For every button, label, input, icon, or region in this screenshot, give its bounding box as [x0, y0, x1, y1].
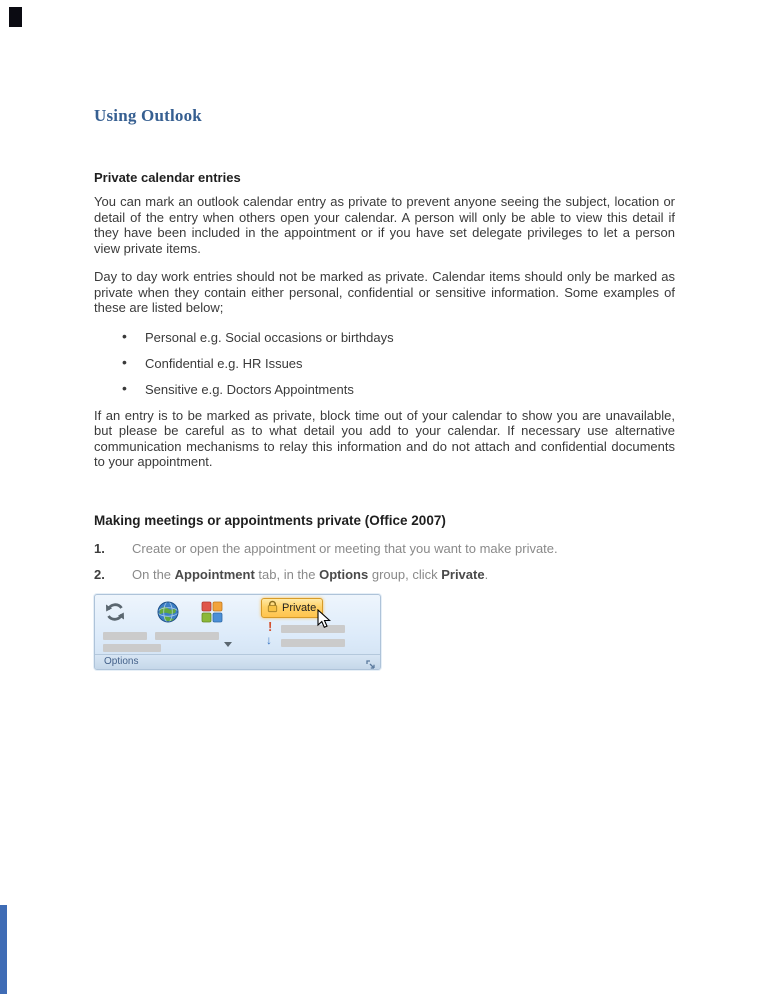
step-2-text: On the Appointment tab, in the Options group, click Private. — [132, 566, 489, 582]
step-1-number: 1. — [94, 540, 105, 556]
high-importance-icon: ! — [268, 618, 273, 634]
dropdown-arrow-icon — [224, 634, 232, 652]
redacted-label-bar — [155, 632, 219, 640]
step-1 — [94, 541, 675, 556]
numbered-steps — [94, 541, 675, 582]
ribbon-group-caption — [95, 654, 380, 669]
redacted-label-bar — [281, 639, 345, 647]
redacted-label-bar — [281, 625, 345, 633]
ribbon-options-group-screenshot — [94, 594, 381, 670]
private-button-label: Private — [282, 601, 317, 614]
recurrence-icon — [103, 600, 127, 629]
list-item-confidential: • Confidential e.g. HR Issues — [94, 356, 675, 371]
list-item-sensitive: • Sensitive e.g. Doctors Appointments — [94, 382, 675, 397]
intro-paragraph: You can mark an outlook calendar entry as private to prevent anyone seeing the subject, location or detail of the entry when others open your calendar. A person will only be able to view this detail if they have been included in the appointment or if you have set delegate privileges to let a person view private items. — [94, 194, 675, 256]
private-button — [261, 598, 323, 618]
scan-corner-artifact — [9, 7, 22, 27]
page-title: Using Outlook — [94, 106, 202, 125]
examples-bullet-list — [94, 330, 675, 397]
list-item-personal: • Personal e.g. Social occasions or birthdays — [94, 330, 675, 345]
lock-icon — [266, 600, 279, 616]
options-group-label: Options — [104, 655, 139, 667]
categorize-icon — [201, 601, 223, 628]
redacted-label-bar — [103, 632, 147, 640]
mouse-cursor — [317, 609, 331, 634]
step-2 — [94, 567, 675, 582]
section-heading-private-entries: Private calendar entries — [94, 170, 241, 185]
caution-paragraph: If an entry is to be marked as private, block time out of your calendar to show you are unavailable, but please be careful as to what detail you add to your calendar. If necessary use alternative communication mechanisms to relay this information and do not attach and confidential documents to your appointment. — [94, 407, 675, 469]
low-importance-icon: ↓ — [266, 632, 272, 647]
step-1-text: Create or open the appointment or meeting that you want to make private. — [132, 540, 558, 556]
page-left-edge-strip — [0, 905, 7, 994]
time-zone-globe-icon — [157, 601, 179, 628]
redacted-label-bar — [103, 644, 161, 652]
dialog-launcher-icon — [365, 657, 376, 668]
step-2-number: 2. — [94, 566, 105, 582]
guidance-paragraph: Day to day work entries should not be marked as private. Calendar items should only be marked as private when they contain either personal, confidential or sensitive information. Some examples of these are listed below; — [94, 269, 675, 315]
section-heading-making-private: Making meetings or appointments private (Office 2007) — [94, 512, 446, 528]
